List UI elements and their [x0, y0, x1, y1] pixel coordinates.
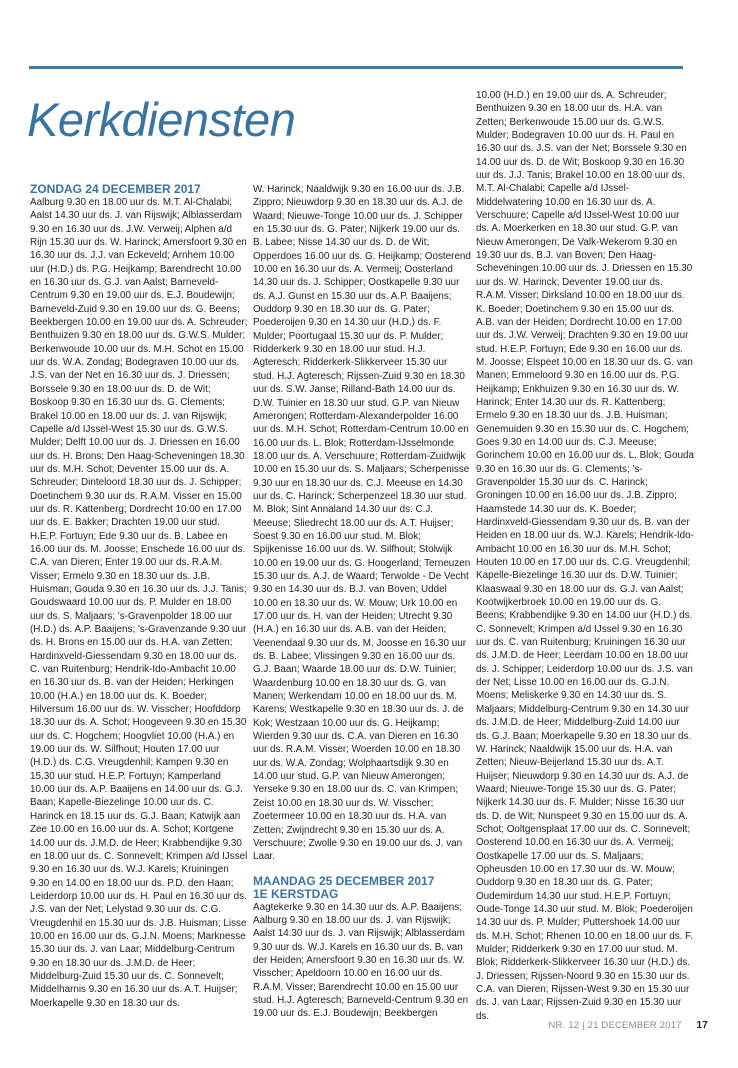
services-text-sunday-part2: W. Harinck; Naaldwijk 9.30 en 16.00 uur ds. J.B. Zippro; Nieuwdorp 9.30 en 18.30 uur ds. A.J. de Waard; Nieuwe-Tonge 10.00 uur ds. J. Schipper en 15.30 uur ds. G. Pater; Nijkerk 19.00 uur ds. B. Labee; Nisse 14.30 uur ds. D. de Wit; Opperdoes 16.00 uur ds. G. Heijkamp; Oosterend 10.00 en 16.30 uur ds. A. Vermeij; Oosterland 14.30 uur ds. J. Schipper; Oostkapelle 9.30 uur ds. A.J. Gunst en 15.30 uur ds. A.P. Baaijens; Ouddorp 9.30 en 18.30 uur ds. G. Pater; Poederoijen 9.30 en 14.30 uur (H.D.) ds. F. Mulder; Poortugaal 15.30 uur ds. P. Mulder; Ridderkerk 9.30 en 18.00 uur stud. H.J. Agteresch; Ridderkerk-Slikkerveer 15.30 uur stud. H.J. Agteresch; Rijssen-Zuid 9.30 en 18.30 uur ds. S.W. Janse; Rilland-Bath 14.00 uur ds. D.W. Tuinier en 18.30 uur stud. G.P. van Nieuw Amerongen; Rotterdam-Alexanderpolder 16.00 uur ds. M.H. Schot; Rotterdam-Centrum 10.00 en 16.00 uur ds. L. Blok; Rotterdam-IJsselmonde 18.00 uur ds. A. Verschuure; Rotterdam-Zuidwijk 10.00 en 15.30 uur ds. S. Maljaars; Scherpenisse 9.30 uur en 18.30 uur ds. C.J. Meeuse en 14.30 uur ds. C. Harinck; Scherpenzeel 18.30 uur stud. M. Blok; Sint Annaland 14.30 uur ds. C.J. Meeuse; Sliedrecht 18.00 uur ds. A.T. Huijser; Soest 9.30 en 16.00 uur stud. M. Blok; Spijkenisse 16.00 uur ds. W. Silfhout; Stolwijk 10.00 en 19.00 uur ds. G. Hoogerland; Terneuzen 15.30 uur ds. A.J. de Waard; Terwolde - De Vecht 9.30 en 14.30 uur ds. B.J. van Boven; Uddel 10.00 en 18.30 uur ds. W. Mouw; Urk 10.00 en 17.00 uur ds. H. van der Heiden; Utrecht 9.30 (H.A.) en 16.30 uur ds. A.B. van der Heiden; Veenendaal 9.30 uur ds. M. Joosse en 16.30 uur ds. B. Labee; Vlissingen 9.30 en 16.00 uur ds. G.J. Baan; Waarde 18.00 uur ds. D.W. Tuinier; Waardenburg 10.00 en 18.30 uur ds. G. van Manen; Werkendam 10.00 en 18.00 uur ds. M. Karens; Westkapelle 9.30 en 18.30 uur ds. J. de Kok; Westzaan 10.00 uur ds. G. Heijkamp; Wierden 9.30 uur ds. C.A. van Dieren en 16.30 uur ds. R.A.M. Visser; Woerden 10.00 en 18.30 uur ds. W.A. Zondag; Wolphaartsdijk 9.30 en 14.00 uur stud. G.P. van Nieuw Amerongen; Yerseke 9.30 en 18.00 uur ds. C. van Krimpen; Zeist 10.00 en 18.30 uur ds. W. Visscher; Zoetermeer 10.00 en 18.30 uur ds. H.A. van Zetten; Zwijndrecht 9.30 en 15.30 uur ds. A. Verschuure; Zwolle 9.30 en 19.00 uur ds. J. van Laar. — [253, 184, 471, 863]
section-heading-sunday: ZONDAG 24 DECEMBER 2017 — [30, 183, 201, 196]
page-title: Kerkdiensten — [27, 93, 296, 146]
services-text-monday-part1: Aagtekerke 9.30 en 14.30 uur ds. A.P. Baaijens; Aalburg 9.30 en 18.00 uur ds. J. van Rijswijk; Aalst 14.30 uur ds. J. van Rijswijk; Alblasserdam 9.30 uur ds. W.J. Karels en 16.30 uur ds. B. van der Heiden; Amersfoort 9.30 en 16.30 uur ds. W. Visscher; Apeldoorn 10.00 en 16.00 uur ds. R.A.M. Visser; Barendrecht 10.00 en 15.00 uur stud. H.J. Agteresch; Barneveld-Centrum 9.30 en 19.00 uur ds. E.J. Boudewijn; Beekbergen — [253, 901, 469, 1020]
section-heading-monday-date: MAANDAG 25 DECEMBER 2017 — [253, 873, 435, 888]
services-text-sunday-part1: Aalburg 9.30 en 18.00 uur ds. M.T. Al-Chalabi; Aalst 14.30 uur ds. J. van Rijswijk; Alblasserdam 9.30 en 16.30 uur ds. J.W. Verweij; Alphen a/d Rijn 15.30 uur ds. W. Harinck; Amersfoort 9.30 en 16.30 uur ds. J.J. van Eckeveld; Arnhem 10.00 uur (H.D.) ds. P.G. Heijkamp; Barendrecht 10.00 en 16.30 uur ds. G.J. van Aalst; Barneveld-Centrum 9.30 en 19.00 uur ds. E.J. Boudewijn; Barneveld-Zuid 9.30 en 19.00 uur ds. G. Beens; Beekbergen 10.00 en 19.00 uur ds. A. Schreuder; Benthuizen 9.30 en 18.00 uur ds. G.W.S. Mulder; Berkenwoude 10.00 uur ds. M.H. Schot en 15.00 uur ds. W.A. Zondag; Bodegraven 10.00 uur ds. J.S. van der Net en 16.30 uur ds. J. Driessen; Borssele 9.30 en 18.00 uur ds. D. de Wit; Boskoop 9.30 en 16.30 uur ds. G. Clements; Brakel 10.00 en 18.00 uur ds. J. van Rijswijk; Capelle a/d IJssel-West 15.30 uur ds. G.W.S. Mulder; Delft 10.00 uur ds. J. Driessen en 16.00 uur ds. H. Brons; Den Haag-Scheveningen 18.30 uur ds. M.H. Schot; Deventer 15.00 uur ds. A. Schreuder; Dinteloord 18.30 uur ds. J. Schipper; Doetinchem 9.30 uur ds. R.A.M. Visser en 15.00 uur ds. R. Kattenberg; Dordrecht 10.00 en 17.00 uur ds. E. Bakker; Drachten 19.00 uur stud. H.E.P. Fortuyn; Ede 9.30 uur ds. B. Labee en 16.00 uur ds. M. Joosse; Enschede 16.00 uur ds. C.A. van Dieren; Enter 19.00 uur ds. R.A.M. Visser; Ermelo 9.30 en 18.30 uur ds. J.B. Huisman; Gouda 9.30 en 16.30 uur ds. J.J. Tanis; Goudswaard 10.00 uur ds. P. Mulder en 18.00 uur ds. S. Maljaars; 's-Gravenpolder 18.00 uur (H.D.) ds. A.P. Baaijens; 's-Gravenzande 9.30 uur ds. H. Brons en 15.00 uur ds. H.A. van Zetten; Hardinxveld-Giessendam 9.30 en 18.00 uur ds. C. van Ruitenburg; Hendrik-Ido-Ambacht 10.00 en 16.30 uur ds. B. van der Heiden; Herkingen 10.00 (H.A.) en 18.00 uur ds. K. Boeder; Hilversum 16.00 uur ds. W. Visscher; Hoofddorp 18.30 uur ds. A. Schot; Hoogeveen 9.30 en 15.30 uur ds. C. Hogchem; Hoogvliet 10.00 (H.A.) en 19.00 uur ds. W. Silfhout; Houten 17.00 uur (H.D.) ds. C.G. Vreugdenhil; Kampen 9.30 en 15.30 uur stud. H.E.P. Fortuyn; Kamperland 10.00 uur ds. A.P. Baaijens en 14.00 uur ds. G.J. Baan; Kapelle-Biezelinge 10.00 uur ds. C. Harinck en 18.15 uur ds. G.J. Baan; Katwijk aan Zee 10.00 en 16.00 uur ds. A. Schot; Kortgene 14.00 uur ds. J.M.D. de Heer; Krabbendijke 9.30 en 18.00 uur ds. C. Sonnevelt; Krimpen a/d IJssel 9.30 en 16.30 uur ds. W.J. Karels; Kruiningen 9.30 en 14.00 en 18.00 uur ds. P.D. den Haan; Leiderdorp 10.00 uur ds. H. Paul en 16.30 uur ds. J.S. van der Net; Lelystad 9.30 uur ds. C.G. Vreugdenhil en 15.30 uur ds. J.B. Huisman; Lisse 10.00 en 16.00 uur ds. G.J.N. Moens; Marknesse 15.30 uur ds. J. van Laar; Middelburg-Centrum 9.30 en 18.30 uur ds. J.M.D. de Heer; Middelburg-Zuid 15.30 uur ds. C. Sonnevelt; Middelharnis 9.30 en 16.30 uur ds. A.T. Huijser; Moerkapelle 9.30 en 18.30 uur ds. — [30, 197, 248, 1009]
column-1 — [30, 183, 248, 1010]
column-2 — [253, 183, 471, 1021]
section-heading-monday — [253, 875, 471, 901]
section-heading-monday-subtitle: 1E KERSTDAG — [253, 886, 339, 901]
issue-info: NR. 12 | 21 DECEMBER 2017 — [548, 1020, 682, 1031]
page-footer — [548, 1020, 708, 1031]
page-number: 17 — [696, 1020, 708, 1031]
top-rule — [29, 66, 683, 69]
services-text-monday-part2: 10.00 (H.D.) en 19.00 uur ds. A. Schreuder; Benthuizen 9.30 en 18.00 uur ds. H.A. van Zetten; Berkenwoude 15.00 uur ds. G.W.S. Mulder; Bodegraven 10.00 uur ds. H. Paul en 16.30 uur ds. J.S. van der Net; Borssele 9.30 en 14.00 uur ds. D. de Wit; Boskoop 9.30 en 16.30 uur ds. J.J. Tanis; Brakel 10.00 en 18.00 uur ds. M.T. Al-Chalabi; Capelle a/d IJssel-Middelwatering 10.00 en 16.30 uur ds. A. Verschuure; Capelle a/d IJssel-West 10.00 uur ds. A. Moerkerken en 18.30 uur stud. G.P. van Nieuw Amerongen; De Valk-Wekerom 9.30 en 19.30 uur ds. B.J. van Boven; Den Haag-Scheveningen 10.00 uur ds. J. Driessen en 15.30 uur ds. W. Harinck; Deventer 19.00 uur ds. R.A.M. Visser; Dirksland 10.00 en 18.00 uur ds. K. Boeder; Doetinchem 9.30 en 15.00 uur ds. A.B. van der Heiden; Dordrecht 10.00 en 17.00 uur ds. J.W. Verweij; Drachten 9.30 en 19.00 uur stud. H.E.P. Fortuyn; Ede 9.30 en 16.00 uur ds. M. Joosse; Elspeet 10.00 en 18.30 uur ds. G. van Manen; Emmeloord 9.30 en 16.00 uur ds. P.G. Heijkamp; Enkhuizen 9.30 en 16.30 uur ds. W. Harinck; Enter 14.30 uur ds. R. Kattenberg; Ermelo 9.30 en 18.30 uur ds. J.B. Huisman; Genemuiden 9.30 en 15.30 uur ds. C. Hogchem; Goes 9.30 en 14.00 uur ds. C.J. Meeuse; Gorinchem 10.00 en 16.00 uur ds. L. Blok; Gouda 9.30 en 16.30 uur ds. G. Clements; 's-Gravenpolder 15.30 uur ds. C. Harinck; Groningen 10.00 en 16.00 uur ds. J.B. Zippro; Haamstede 14.30 uur ds. K. Boeder; Hardinxveld-Giessendam 9.30 uur ds. B. van der Heiden en 18.00 uur ds. W.J. Karels; Hendrik-Ido-Ambacht 10.00 en 16.30 uur ds. M.H. Schot; Houten 10.00 en 17.00 uur ds. C.G. Vreugdenhil; Kapelle-Biezelinge 16.30 uur ds. D.W. Tuinier; Klaaswaal 9.30 en 18.00 uur ds. G.J. van Aalst; Kootwijkerbroek 10.00 en 19.00 uur ds. G. Beens; Krabbendijke 9.30 en 14.00 uur (H.D.) ds. C. Sonnevelt; Krimpen a/d IJssel 9.30 en 16.30 uur ds. C. van Ruitenburg; Kruiningen 16.30 uur ds. J.M.D. de Heer; Leerdam 10.00 en 18.00 uur ds. J. Schipper; Leiderdorp 10.00 uur ds. J.S. van der Net; Lisse 10.00 en 16.00 uur ds. G.J.N. Moens; Meliskerke 9.30 en 14.30 uur ds. S. Maljaars; Middelburg-Centrum 9.30 en 14.30 uur ds. J.M.D. de Heer; Middelburg-Zuid 14.00 uur ds. G.J. Baan; Moerkapelle 9.30 en 18.30 uur ds. W. Harinck; Naaldwijk 15.00 uur ds. H.A. van Zetten; Nieuw-Beijerland 15.30 uur ds. A.T. Huijser; Nieuwdorp 9.30 en 14.30 uur ds. A.J. de Waard; Nieuwe-Tonge 15.30 uur ds. G. Pater; Nijkerk 14.30 uur ds. F. Mulder; Nisse 16.30 uur ds. D. de Wit; Nunspeet 9.30 en 15.00 uur ds. A. Schot; Ooltgensplaat 17.00 uur ds. C. Sonnevelt; Oosterend 10.00 en 16.30 uur ds. A. Vermeij; Oostkapelle 17.00 uur ds. S. Maljaars; Opheusden 10.00 en 17.30 uur ds. W. Mouw; Ouddorp 9.30 en 18.30 uur ds. G. Pater; Oudemirdum 14.30 uur stud. H.E.P. Fortuyn; Oude-Tonge 14.30 uur stud. M. Blok; Poederoijen 14.30 uur ds. P. Mulder; Puttershoek 14.00 uur ds. M.H. Schot; Rhenen 10.00 en 18.00 uur ds. F. Mulder; Ridderkerk 9.30 en 17.00 uur stud. M. Blok; Ridderkerk-Slikkerveer 16.30 uur (H.D.) ds. J. Driessen; Rijssen-Noord 9.30 en 15.30 uur ds. C.A. van Dieren; Rijssen-West 9.30 en 15.30 uur ds. J. van Laar; Rijssen-Zuid 9.30 en 15.30 uur ds. — [476, 90, 694, 1022]
column-3 — [476, 89, 694, 1023]
